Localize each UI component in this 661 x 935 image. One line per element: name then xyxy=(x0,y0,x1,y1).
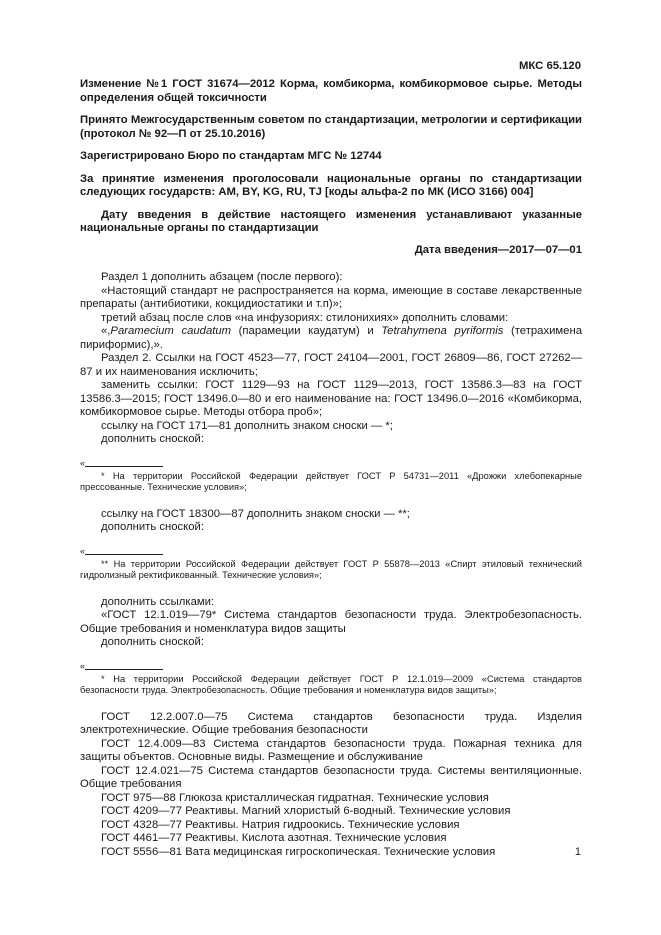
gost-item: ГОСТ 975—88 Глюкоза кристаллическая гидратная. Технические условия xyxy=(101,791,489,804)
paragraph: «ГОСТ 12.1.019—79* Система стандартов безопасности труда. Электробезопасность. Общие требования и номенклатура видов защиты xyxy=(80,609,582,635)
effective-date: Дата введения—2017—07—01 xyxy=(414,243,582,256)
text-fragment: «, xyxy=(101,325,111,337)
gost-item: ГОСТ 4328—77 Реактивы. Натрия гидроокись. Технические условия xyxy=(101,818,460,831)
paragraph: Раздел 1 дополнить абзацем (после первого): xyxy=(101,271,343,283)
registered-note: Зарегистрировано Бюро по стандартам МГС № 12744 xyxy=(80,150,382,162)
effective-note: Дату введения в действие настоящего изменения устанавливают указанные национальные органы по стандартизации xyxy=(80,208,582,234)
paragraph: ссылку на ГОСТ 171—81 дополнить знаком сноски — *; xyxy=(101,419,393,432)
footnote-separator xyxy=(80,547,582,556)
voted-note: За принятие изменения проголосовали национальные органы по стандартизации следующих государств: AM, BY, KG, RU, TJ [коды альфа-2 по МК (ИСО 3166) 004] xyxy=(80,172,582,198)
page-number: 1 xyxy=(574,846,581,858)
footnote-rule xyxy=(85,669,163,670)
gost-item: ГОСТ 12.2.007.0—75 Система стандартов безопасности труда. Изделия электротехнические. Общие требования безопасности xyxy=(80,710,582,736)
gost-item: ГОСТ 12.4.009—83 Система стандартов безопасности труда. Пожарная техника для защиты объектов. Основные виды. Размещение и обслуживание xyxy=(80,737,582,763)
accepted-note: Принято Межгосударственным советом по стандартизации, метрологии и сертификации (протокол № 92—П от 25.10.2016) xyxy=(80,114,582,140)
footnote-separator xyxy=(80,459,582,468)
footnote-quote: « xyxy=(80,660,86,671)
footnote-separator xyxy=(80,662,582,671)
paragraph: «Настоящий стандарт не распространяется на корма, имеющие в составе лекарственные препараты (антибиотики, кокцидиостатики и т.п)»; xyxy=(80,284,582,310)
footnote-quote: « xyxy=(80,457,86,468)
paragraph: дополнить сноской: xyxy=(101,433,204,445)
footnote-rule xyxy=(85,554,163,555)
gost-item: ГОСТ 4461—77 Реактивы. Кислота азотная. Технические условия xyxy=(101,832,447,844)
paragraph: заменить ссылки: ГОСТ 1129—93 на ГОСТ 1129—2013, ГОСТ 13586.3—83 на ГОСТ 13586.3—2015; ГОСТ 13496.0—80 и его наименование на: ГОСТ 13496.0—2016 «Комбикорма, комбикормовое сырье. Методы отбора проб»; xyxy=(80,379,582,418)
species-name: Tetrahymena pyriformis xyxy=(381,325,504,337)
paragraph-species xyxy=(80,325,582,352)
gost-item: ГОСТ 5556—81 Вата медицинская гигроскопическая. Технические условия xyxy=(101,845,496,858)
amendment-title: Изменение №1 ГОСТ 31674—2012 Корма, комбикорма, комбикормовое сырье. Методы определения общей токсичности xyxy=(80,78,582,104)
paragraph: Раздел 2. Ссылки на ГОСТ 4523—77, ГОСТ 24104—2001, ГОСТ 26809—86, ГОСТ 27262—87 и их наименования исключить; xyxy=(80,352,582,378)
text-fragment: (парамеции каудатум) и xyxy=(231,325,382,337)
mks-code: МКС 65.120 xyxy=(518,60,581,72)
gost-list xyxy=(80,711,582,860)
footnote-rule xyxy=(85,466,163,467)
document-content xyxy=(80,78,582,859)
gost-item: ГОСТ 12.4.021—75 Система стандартов безопасности труда. Системы вентиляционные. Общие требования xyxy=(80,764,582,790)
footnote-1: * На территории Российской Федерации действует ГОСТ Р 54731—2011 «Дрожжи хлебопекарные прессованные. Технические условия»; xyxy=(80,470,582,492)
footnote-2: ** На территории Российской Федерации действует ГОСТ Р 55878—2013 «Спирт этиловый технический гидролизный ректификованный. Технические условия»; xyxy=(80,558,582,580)
footnote-quote: « xyxy=(80,545,86,556)
paragraph: дополнить сноской: xyxy=(101,521,204,533)
paragraph: третий абзац после слов «на инфузориях: стилонихиях» дополнить словами: xyxy=(101,311,509,324)
footnote-3: * На территории Российской Федерации действует ГОСТ Р 12.1.019—2009 «Система стандартов безопасности труда. Электробезопасность. Общие требования и номенклатура видов защиты»; xyxy=(80,673,582,695)
species-name: Paramecium caudatum xyxy=(110,325,232,337)
gost-item: ГОСТ 4209—77 Реактивы. Магний хлористый 6-водный. Технические условия xyxy=(101,805,511,817)
paragraph: дополнить сноской: xyxy=(101,636,204,648)
text-fragment: (тетрахимена пириформис),». xyxy=(80,325,582,351)
paragraph: ссылку на ГОСТ 18300—87 дополнить знаком сноски — **; xyxy=(101,507,410,520)
paragraph: дополнить ссылками: xyxy=(101,595,215,608)
